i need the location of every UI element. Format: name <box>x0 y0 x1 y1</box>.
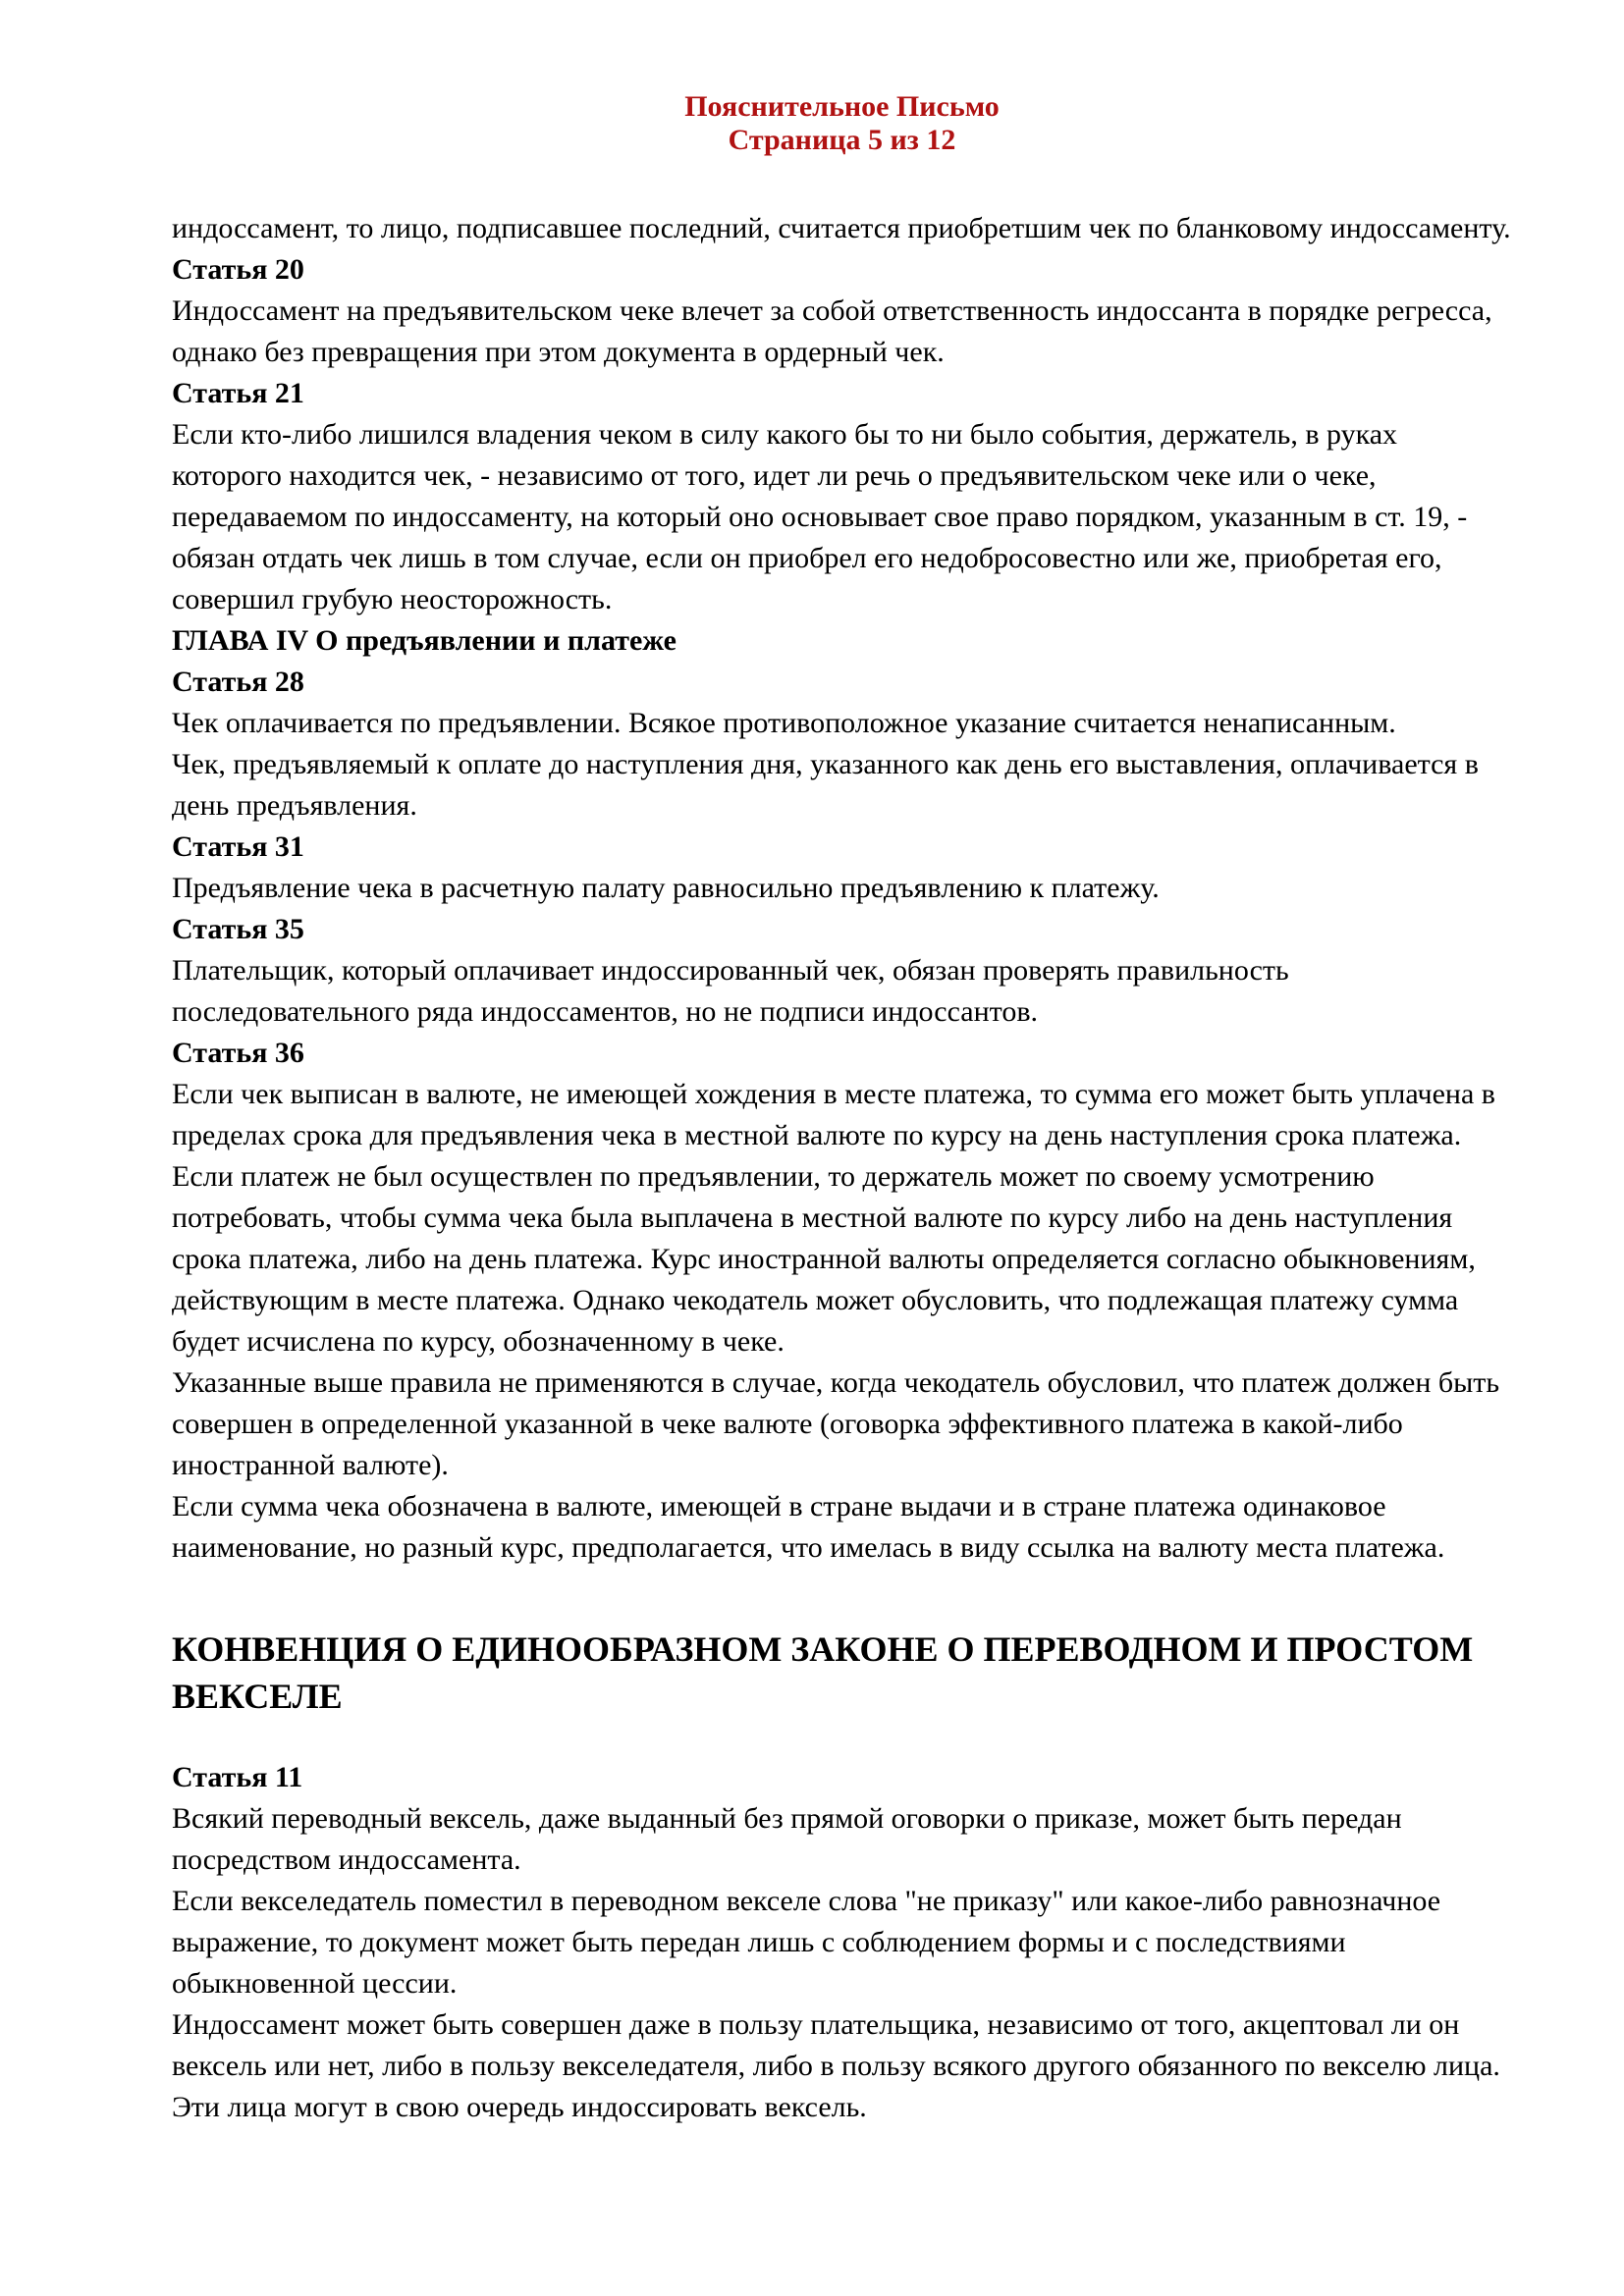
page-indicator: Страница 5 из 12 <box>728 124 956 156</box>
article-heading: Статья 20 <box>172 253 304 286</box>
paragraph: Если векселедатель поместил в переводном векселе слова "не приказу" или какое-либо равнозначное выражение, то документ может быть передан лишь с соблюдением формы и с последствиями обыкновенной цессии. <box>172 1885 1441 2000</box>
article-heading: Статья 36 <box>172 1037 304 1069</box>
paragraph: Если чек выписан в валюте, не имеющей хождения в месте платежа, то сумма его может быть уплачена в пределах срока для предъявления чека в местной валюте по курсу на день наступления срока платежа. Если платеж не был осуществлен по предъявлении, то держатель может по своему усмотрению потребовать, чтобы сумма чека была выплачена в местной валюте по курсу либо на день наступления срока платежа, либо на день платежа. Курс иностранной валюты определяется согласно обыкновениям, действующим в месте платежа. Однако чекодатель может обусловить, что подлежащая платежу сумма будет исчислена по курсу, обозначенному в чеке. <box>172 1078 1495 1358</box>
paragraph: индоссамент, то лицо, подписавшее последний, считается приобретшим чек по бланковому индоссаменту. <box>172 212 1511 244</box>
chapter-heading: ГЛАВА IV О предъявлении и платеже <box>172 624 677 657</box>
paragraph: Указанные выше правила не применяются в случае, когда чекодатель обусловил, что платеж должен быть совершен в определенной указанной в чеке валюте (оговорка эффективного платежа в какой-либо иностранной валюте). <box>172 1366 1500 1481</box>
document-title-header: Пояснительное Письмо <box>684 90 1000 123</box>
paragraph: Если кто-либо лишился владения чеком в силу какого бы то ни было события, держатель, в руках которого находится чек, - независимо от того, идет ли речь о предъявительском чеке или о чеке, передаваемом по индоссаменту, на который оно основывает свое право порядком, указанным в ст. 19, - обязан отдать чек лишь в том случае, если он приобрел его недобросовестно или же, приобретая его, совершил грубую неосторожность. <box>172 418 1468 615</box>
article-heading: Статья 11 <box>172 1761 303 1793</box>
paragraph: Предъявление чека в расчетную палату равносильно предъявлению к платежу. <box>172 872 1160 904</box>
paragraph: Плательщик, который оплачивает индоссированный чек, обязан проверять правильность последовательного ряда индоссаментов, но не подписи индоссантов. <box>172 954 1289 1028</box>
paragraph: Индоссамент на предъявительском чеке влечет за собой ответственность индоссанта в порядке регресса, однако без превращения при этом документа в ордерный чек. <box>172 294 1492 368</box>
paragraph: Чек, предъявляемый к оплате до наступления дня, указанного как день его выставления, оплачивается в день предъявления. <box>172 748 1479 822</box>
paragraph: Всякий переводный вексель, даже выданный без прямой оговорки о приказе, может быть передан посредством индоссамента. <box>172 1802 1402 1876</box>
paragraph: Индоссамент может быть совершен даже в пользу плательщика, независимо от того, акцептовал ли он вексель или нет, либо в пользу векселедателя, либо в пользу всякого другого обязанного по векселю лица. Эти лица могут в свою очередь индоссировать вексель. <box>172 2008 1500 2123</box>
article-heading: Статья 28 <box>172 666 304 698</box>
document-header <box>172 90 1512 157</box>
article-heading: Статья 31 <box>172 830 304 863</box>
document-title: КОНВЕНЦИЯ О ЕДИНООБРАЗНОМ ЗАКОНЕ О ПЕРЕВОДНОМ И ПРОСТОМ ВЕКСЕЛЕ <box>172 1629 1474 1716</box>
paragraph: Чек оплачивается по предъявлении. Всякое противоположное указание считается ненаписанным. <box>172 707 1396 739</box>
article-heading: Статья 21 <box>172 377 304 409</box>
document-body <box>172 208 1512 2128</box>
paragraph: Если сумма чека обозначена в валюте, имеющей в стране выдачи и в стране платежа одинаковое наименование, но разный курс, предполагается, что имелась в виду ссылка на валюту места платежа. <box>172 1490 1445 1564</box>
article-heading: Статья 35 <box>172 913 304 945</box>
